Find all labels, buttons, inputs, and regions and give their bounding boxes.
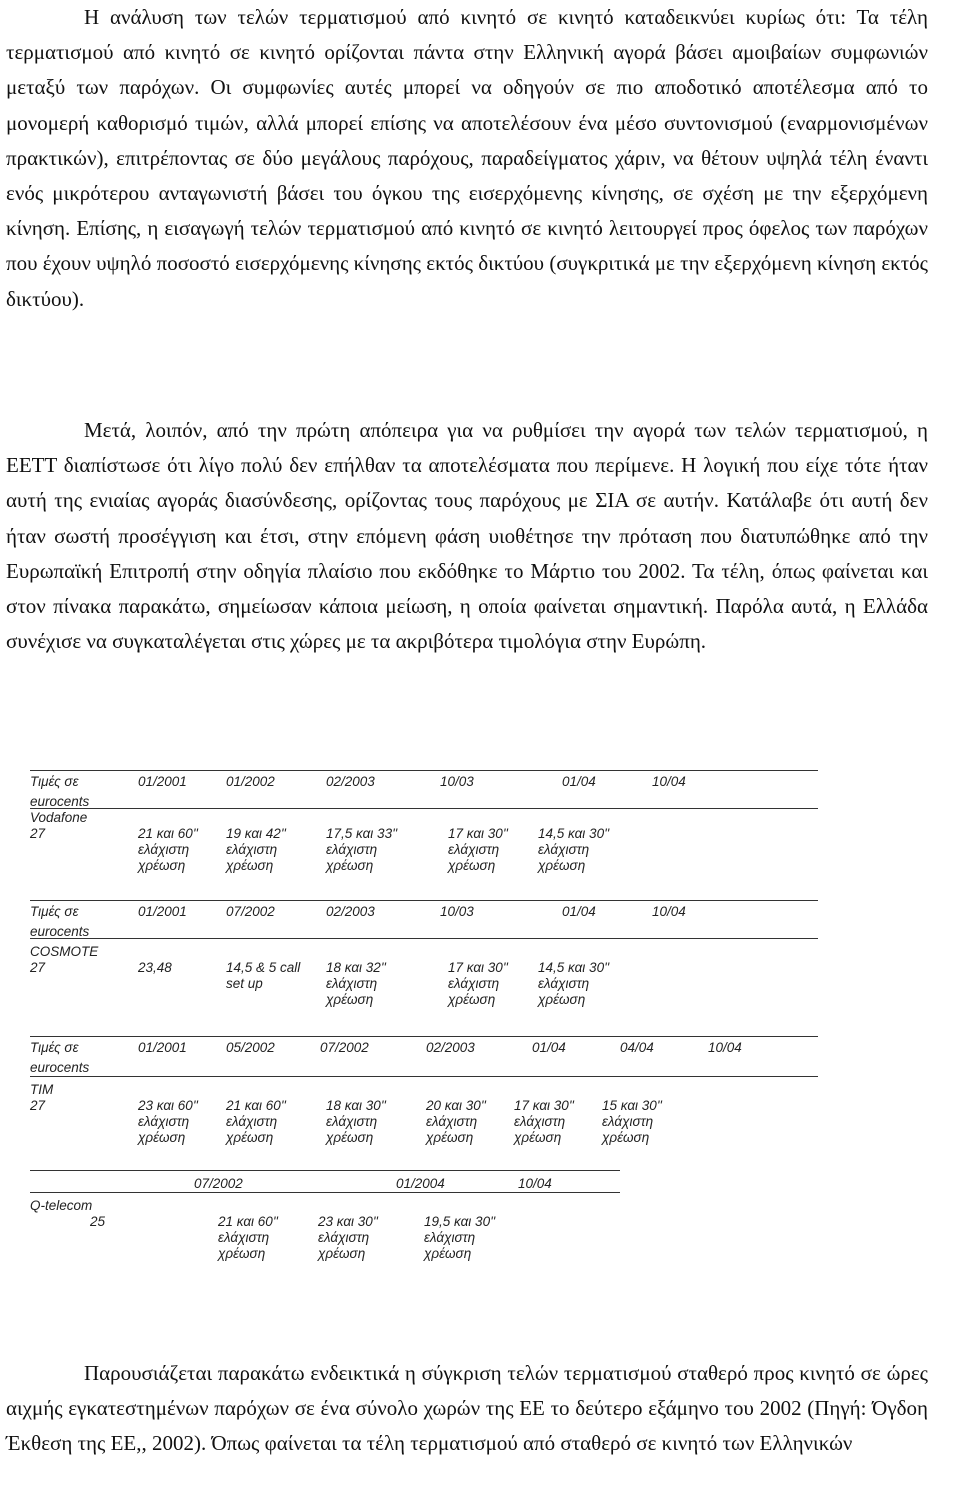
price-cell: 19 και 42'' ελάχιστη χρέωση — [226, 826, 286, 873]
date-cell: 10/04 — [652, 904, 686, 919]
price-cell: 23 και 60'' ελάχιστη χρέωση — [138, 1098, 198, 1145]
price-cell: 17 και 30'' ελάχιστη χρέωση — [448, 826, 508, 873]
paragraph-mobile-termination-analysis: Η ανάλυση των τελών τερματισμού από κινητό σε κινητό καταδεικνύει κυρίως ότι: Τα τέλη τερματισμού από κινητό σε κινητό ορίζονται πάντα στην Ελληνική αγορά βάσει αμοιβαίων συμφωνιών μεταξύ των παρόχων. Οι συμφωνίες αυτές μπορεί να οδηγούν σε πιο αποδοτικό αποτέλεσμα από το μονομερή καθορισμό τιμών, αλλά μπορεί επίσης να αποτελέσουν ένα μέσο συντονισμού (εναρμονισμένων πρακτικών), επιτρέποντας σε δύο μεγάλους παρόχους, παραδείγματος χάριν, να θέτουν υψηλά τέλη έναντι ενός μικρότερου ανταγωνιστή βάσει του όγκου της εισερχόμενης κίνησης, σε σχέση με την εξερχόμενη κίνηση. Επίσης, η εισαγωγή τελών τερματισμού από κινητό σε κινητό λειτουργεί προς όφελος των παρόχων που έχουν υψηλό ποσοστό εισερχόμενης κίνησης εκτός δικτύου (συγκριτικά με την εξερχόμενη κίνηση εκτός δικτύου). — [6, 5, 928, 311]
paragraph-fixed-to-mobile-comparison: Παρουσιάζεται παρακάτω ενδεικτικά η σύγκριση τελών τερματισμού σταθερό προς κινητό σε ώρες αιχμής εγκατεστημένων παρόχων σε ένα σύνολο χωρών της ΕΕ το δεύτερο εξάμηνο του 2002 (Πηγή: Όγδοη Έκθεση της ΕΕ,, 2002). Όπως φαίνεται τα τέλη τερματισμού από σταθερό σε κινητό των Ελληνικών — [6, 1361, 928, 1456]
date-cell: 02/2003 — [426, 1040, 475, 1055]
price-cell: 17,5 και 33'' ελάχιστη χρέωση — [326, 826, 398, 873]
date-cell: 10/04 — [708, 1040, 742, 1055]
price-cell: 27 — [30, 960, 46, 975]
table-rule — [30, 808, 818, 809]
price-cell: 19,5 και 30'' ελάχιστη χρέωση — [424, 1214, 496, 1261]
date-cell: 01/04 — [532, 1040, 566, 1055]
date-cell: 01/2001 — [138, 904, 187, 919]
date-cell: 10/03 — [440, 904, 474, 919]
provider-name: COSMOTE — [30, 944, 99, 959]
date-cell: 01/2001 — [138, 774, 187, 789]
price-cell: 21 και 60'' ελάχιστη χρέωση — [138, 826, 198, 873]
vodafone-rates-table — [30, 764, 818, 874]
header-eurocents-label: eurocents — [30, 1060, 90, 1075]
table-rule — [30, 1076, 818, 1077]
date-cell: 07/2002 — [194, 1176, 243, 1191]
date-cell: 01/04 — [562, 774, 596, 789]
provider-name: Vodafone — [30, 810, 88, 825]
date-cell: 01/2001 — [138, 1040, 187, 1055]
date-cell: 01/2004 — [396, 1176, 445, 1191]
price-cell: 23,48 — [138, 960, 172, 975]
table-rule — [30, 938, 818, 939]
date-cell: 10/04 — [518, 1176, 552, 1191]
date-cell: 07/2002 — [320, 1040, 369, 1055]
price-cell: 27 — [30, 1098, 46, 1113]
price-cell: 18 και 32'' ελάχιστη χρέωση — [326, 960, 386, 1007]
price-cell: 20 και 30'' ελάχιστη χρέωση — [426, 1098, 486, 1145]
date-cell: 05/2002 — [226, 1040, 275, 1055]
date-cell: 01/2002 — [226, 774, 275, 789]
date-cell: 07/2002 — [226, 904, 275, 919]
date-cell: 02/2003 — [326, 774, 375, 789]
table-rule — [30, 1170, 620, 1171]
price-cell: 18 και 30'' ελάχιστη χρέωση — [326, 1098, 386, 1145]
header-eurocents-label: eurocents — [30, 924, 90, 939]
price-cell: 14,5 και 30'' ελάχιστη χρέωση — [538, 960, 610, 1007]
paragraph-eett-regulation: Μετά, λοιπόν, από την πρώτη απόπειρα για να ρυθμίσει την αγορά των τελών τερματισμού, η ΕΕΤΤ διαπίστωσε ότι λίγο πολύ δεν επήλθαν τα αποτελέσματα που περίμενε. Η λογική που είχε τότε ήταν αυτή της ενιαίας αγοράς διασύνδεσης, ορίζοντας τους παρόχους με ΣΙΑ σε αυτήν. Κατάλαβε ότι αυτή δεν ήταν σωστή προσέγγιση και έτσι, στην επόμενη φάση υιοθέτησε την πρόταση που διατυπώθηκε από την Ευρωπαϊκή Επιτροπή στην οδηγία πλαίσιο που εκδόθηκε το Μάρτιο του 2002. Τα τέλη, όπως φαίνεται και στον πίνακα παρακάτω, σημείωσαν κάποια μείωση, η οποία φαίνεται σημαντική. Παρόλα αυτά, η Ελλάδα συνέχισε να συγκαταλέγεται στις χώρες με τα ακριβότερα τιμολόγια στην Ευρώπη. — [6, 418, 928, 654]
date-cell: 02/2003 — [326, 904, 375, 919]
provider-name: Q-telecom — [30, 1198, 93, 1213]
cosmote-rates-table — [30, 898, 818, 1008]
header-prices-label: Τιμές σε — [30, 774, 79, 789]
date-cell: 10/03 — [440, 774, 474, 789]
price-cell: 21 και 60'' ελάχιστη χρέωση — [218, 1214, 278, 1261]
price-cell: 14,5 και 30'' ελάχιστη χρέωση — [538, 826, 610, 873]
tim-rates-table — [30, 1034, 818, 1146]
price-cell: 15 και 30'' ελάχιστη χρέωση — [602, 1098, 662, 1145]
header-eurocents-label: eurocents — [30, 794, 90, 809]
date-cell: 04/04 — [620, 1040, 654, 1055]
header-prices-label: Τιμές σε — [30, 904, 79, 919]
price-cell: 21 και 60'' ελάχιστη χρέωση — [226, 1098, 286, 1145]
price-cell: 14,5 & 5 call set up — [226, 960, 301, 991]
qtelecom-rates-table — [30, 1168, 818, 1261]
date-cell: 01/04 — [562, 904, 596, 919]
table-rule — [30, 1192, 620, 1193]
price-cell: 17 και 30'' ελάχιστη χρέωση — [448, 960, 508, 1007]
price-cell: 17 και 30'' ελάχιστη χρέωση — [514, 1098, 574, 1145]
header-prices-label: Τιμές σε — [30, 1040, 79, 1055]
provider-name: TIM — [30, 1082, 54, 1097]
date-cell: 10/04 — [652, 774, 686, 789]
price-cell: 23 και 30'' ελάχιστη χρέωση — [318, 1214, 378, 1261]
price-cell: 27 — [30, 826, 46, 841]
price-cell: 25 — [90, 1214, 106, 1229]
